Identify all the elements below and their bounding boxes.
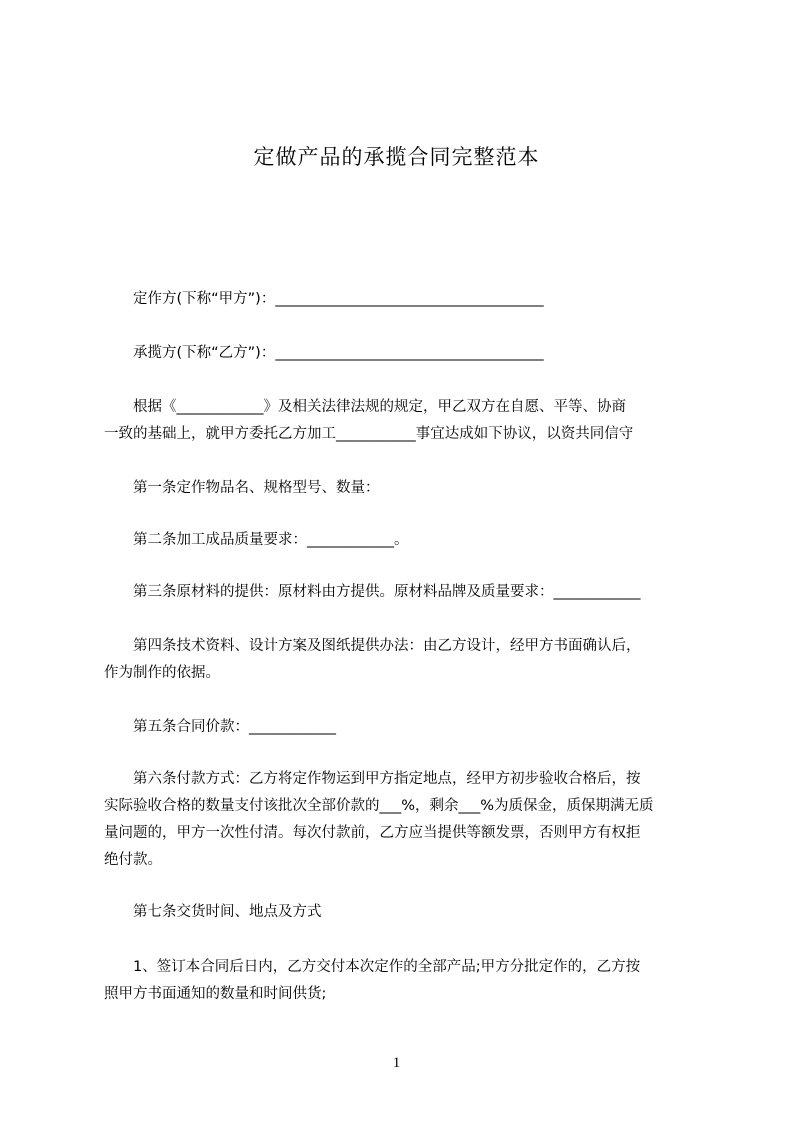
paragraph-party-b [104,340,700,367]
paragraph-article-5 [104,714,700,741]
paragraph-line: 实际验收合格的数量支付该批次全部价款的___%，剩余___%为质保金，质保期满无质 [104,798,654,814]
paragraph-article-4 [104,633,700,687]
paragraph-line: 一致的基础上，就甲方委托乙方加工___________事宜达成如下协议，以资共同信守 [104,426,634,442]
paragraph-line: 承揽方(下称“乙方”)：_____________________________________ [104,345,544,361]
paragraph-article-6 [104,766,700,874]
paragraph-article-2 [104,527,700,554]
paragraph-article-7 [104,899,700,926]
paragraph-line: 第六条付款方式：乙方将定作物运到甲方指定地点，经甲方初步验收合格后，按 [104,771,641,787]
paragraph-line: 第五条合同价款：____________ [104,719,336,735]
page-title: 定做产品的承揽合同完整范本 [253,145,540,169]
paragraph-line: 定作方(下称“甲方”)：_____________________________________ [104,291,544,307]
paragraph-preamble [104,394,700,448]
paragraph-line: 根据《____________》及相关法律法规的规定，甲乙双方在自愿、平等、协商 [104,399,626,415]
paragraph-line: 绝付款。 [104,852,162,868]
paragraph-line: 第七条交货时间、地点及方式 [104,904,322,920]
paragraph-line: 1、签订本合同后日内，乙方交付本次定作的全部产品;甲方分批定作的，乙方按 [104,959,641,975]
paragraph-line: 作为制作的依据。 [104,665,220,681]
paragraph-line: 第二条加工成品质量要求：____________。 [104,532,409,548]
paragraph-line: 第四条技术资料、设计方案及图纸提供办法：由乙方设计，经甲方书面确认后， [104,638,641,654]
paragraph-article-3 [104,579,700,606]
paragraph-party-a [104,286,700,313]
paragraph-line: 第一条定作物品名、规格型号、数量： [104,480,380,496]
paragraph-line: 量问题的，甲方一次性付清。每次付款前，乙方应当提供等额发票，否则甲方有权拒 [104,825,641,841]
paragraph-clause-7-1 [104,954,700,1008]
page-number: 1 [392,1055,401,1071]
paragraph-article-1 [104,475,700,502]
paragraph-line: 照甲方书面通知的数量和时间供货; [104,986,327,1002]
paragraph-line: 第三条原材料的提供：原材料由方提供。原材料品牌及质量要求：____________ [104,584,641,600]
